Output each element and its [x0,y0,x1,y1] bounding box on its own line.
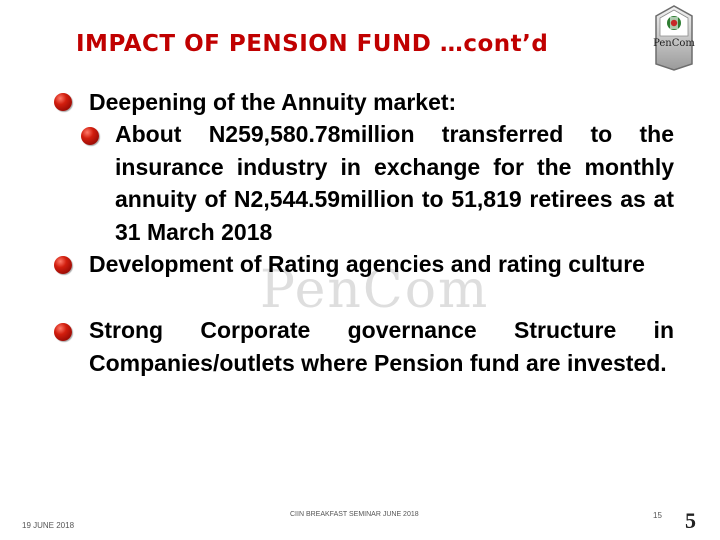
bullet-icon [54,256,72,274]
watermark-text: PenCom [260,260,490,320]
footer-slide-number-small: 15 [653,511,662,520]
bullet-icon [54,323,72,341]
bullet-2-text: Development of Rating agencies and rating culture [89,251,645,277]
pencom-logo [648,2,700,72]
footer-date: 19 JUNE 2018 [22,521,75,530]
bullet-3-text: Strong Corporate governance Structure in Companies/outlets where Pension fund are invested. [89,317,674,376]
logo-text: PenCom [653,38,695,49]
page-number: 5 [685,508,696,533]
slide-title: IMPACT OF PENSION FUND …cont’d [76,31,549,57]
bullet-1-text: Deepening of the Annuity market: [89,89,457,115]
footer-event: CIIN BREAKFAST SEMINAR JUNE 2018 [290,511,419,518]
sub-bullet-1-text: About N259,580.78million transferred to the insurance industry in exchange for the monthly annuity of N2,544.59million to 51,819 retirees as at 31 March 2018 [115,121,674,245]
bullet-icon [54,93,72,111]
sub-bullet-icon [81,127,99,145]
